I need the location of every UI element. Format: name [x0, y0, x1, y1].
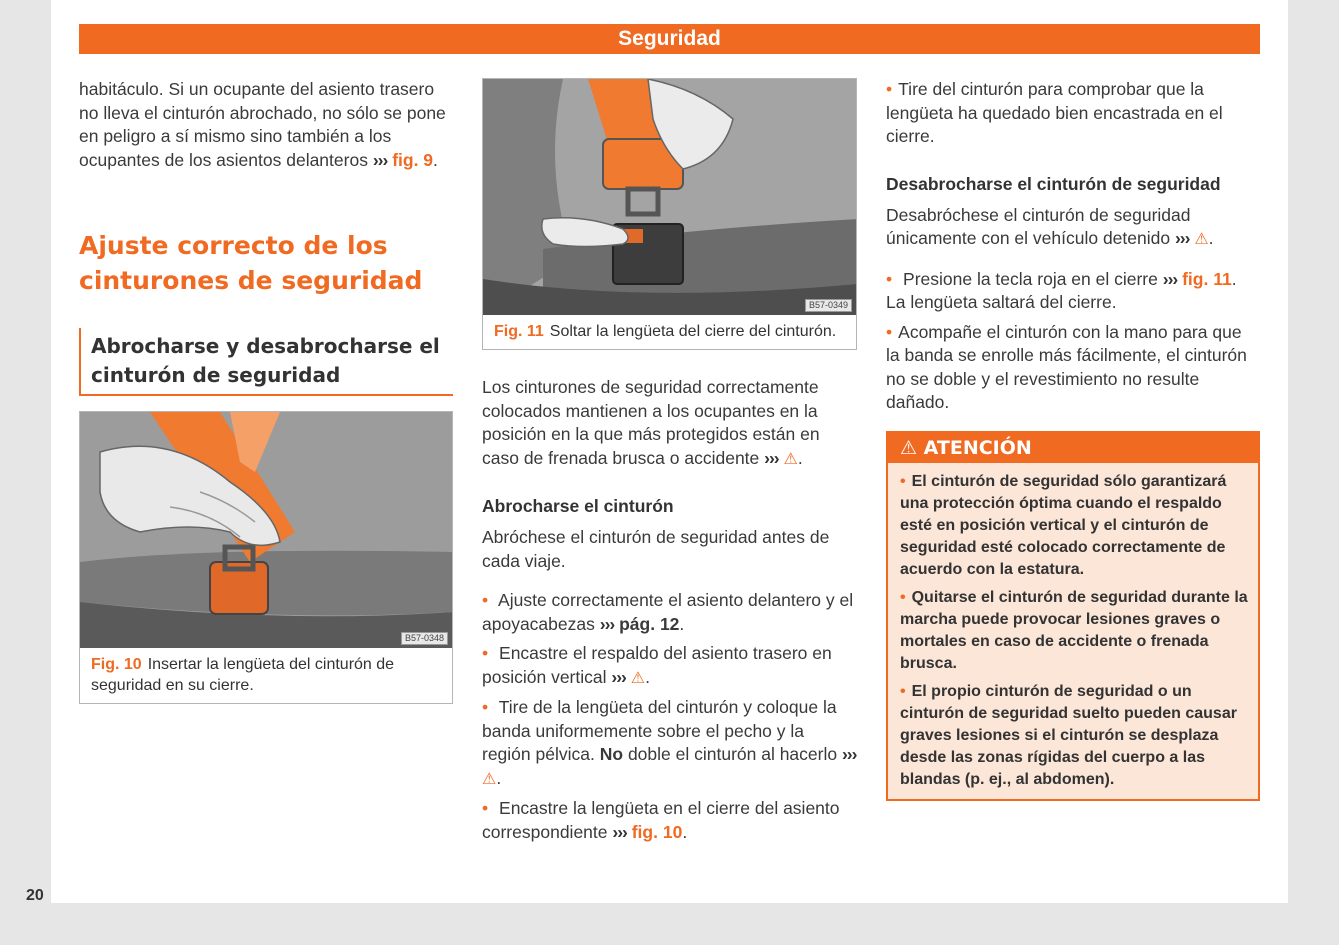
heading-desabrocharse: Desabrocharse el cinturón de seguridad [886, 173, 1221, 194]
buckle-insert-illustration [80, 412, 452, 648]
bullet-item: • Presione la tecla roja en el cierre ››› fig. 11. La lengüeta saltará del cierre. [886, 268, 1260, 315]
subsection-heading-box [79, 328, 453, 396]
warning-icon[interactable]: ⚠ [783, 450, 798, 468]
heading-abrocharse: Abrocharse el cinturón [482, 496, 674, 516]
subsection-heading: Abrocharse y desabrocharse el cinturón de seguridad [91, 334, 440, 387]
fig-11-link[interactable]: fig. 11 [1182, 268, 1232, 289]
bullet-item: • Acompañe el cinturón con la mano para que la banda se enrolle más fácilmente, el cinturón no se doble y el revestimiento no resulte dañado. [886, 321, 1260, 415]
warning-icon[interactable]: ⚠ [1194, 231, 1209, 248]
fig-9-link[interactable]: fig. 9 [392, 149, 434, 170]
warning-icon[interactable]: ⚠ [482, 770, 497, 788]
fig-10-link[interactable]: fig. 10 [631, 821, 683, 842]
bullet-item: • Encastre el respaldo del asiento trasero en posición vertical ››› ⚠. [482, 642, 857, 690]
intro-paragraph: habitáculo. Si un ocupante del asiento trasero no lleva el cinturón abrochado, no sólo se pone en peligro a sí mismo sino también a los ocupantes de los asientos delanteros ››› fig. 9. [79, 79, 446, 170]
paragraph-protection: Los cinturones de seguridad correctamente colocados mantienen a los ocupantes en la posición en la que más protegidos están en caso de frenada brusca o accidente ››› ⚠. [482, 377, 820, 468]
column-1 [79, 78, 453, 704]
column-2 [482, 78, 857, 844]
figure-10-code: B57-0348 [401, 632, 448, 645]
bullet-item: • Encastre la lengüeta en el cierre del asiento correspondiente ››› fig. 10. [482, 797, 857, 844]
section-header: Seguridad [79, 24, 1260, 54]
warning-title: ATENCIÓN [923, 436, 1032, 459]
warning-body [888, 463, 1258, 799]
figure-11-label: Fig. 11 [494, 323, 544, 340]
figure-10-image [80, 412, 452, 648]
warning-triangle-icon: ⚠ [900, 436, 918, 459]
warning-item: • El propio cinturón de seguridad o un cinturón de seguridad suelto pueden causar graves lesiones si el cinturón se desplaza desde las zonas rígidas del cuerpo a las blandas (p. ej., al abdomen). [900, 681, 1248, 791]
figure-11-caption: Fig. 11 Soltar la lengüeta del cierre del cinturón. [494, 323, 837, 340]
figure-10-label: Fig. 10 [91, 656, 142, 673]
buckle-release-illustration [483, 79, 856, 315]
warning-box [886, 431, 1260, 801]
warning-item: • El cinturón de seguridad sólo garantizará una protección óptima cuando el respaldo esté en posición vertical y el cinturón de seguridad esté colocado correctamente de acuerdo con la estatura. [900, 471, 1248, 581]
figure-11-image [483, 79, 856, 315]
figure-11-code: B57-0349 [805, 299, 852, 312]
figure-11 [482, 78, 857, 350]
warning-icon[interactable]: ⚠ [630, 669, 646, 687]
page-number: 20 [26, 887, 44, 904]
warning-item: • Quitarse el cinturón de seguridad durante la marcha puede provocar lesiones graves o mortales en caso de accidente o frenada brusca. [900, 587, 1248, 675]
warning-header [888, 433, 1258, 463]
bullet-item: • Tire de la lengüeta del cinturón y coloque la banda uniformemente sobre el pecho y la región pélvica. No doble el cinturón al hacerlo ››› ⚠. [482, 696, 857, 791]
paragraph-desabrochese: Desabróchese el cinturón de seguridad únicamente con el vehículo detenido ››› ⚠. [886, 204, 1214, 248]
page-12-link[interactable]: pág. 12 [619, 613, 680, 634]
figure-10 [79, 411, 453, 704]
arrow-ref-icon: ››› [372, 149, 388, 170]
section-heading: Ajuste correcto de los cinturones de seguridad [79, 231, 423, 295]
bullet-item: • Ajuste correctamente el asiento delantero y el apoyacabezas ››› pág. 12. [482, 589, 857, 636]
figure-10-caption: Fig. 10 Insertar la lengüeta del cinturón de seguridad en su cierre. [91, 656, 395, 694]
paragraph-abrochese: Abróchese el cinturón de seguridad antes de cada viaje. [482, 527, 830, 571]
bullet-item: • Tire del cinturón para comprobar que la lengüeta ha quedado bien encastrada en el cierre. [886, 78, 1260, 149]
column-3 [886, 78, 1260, 801]
